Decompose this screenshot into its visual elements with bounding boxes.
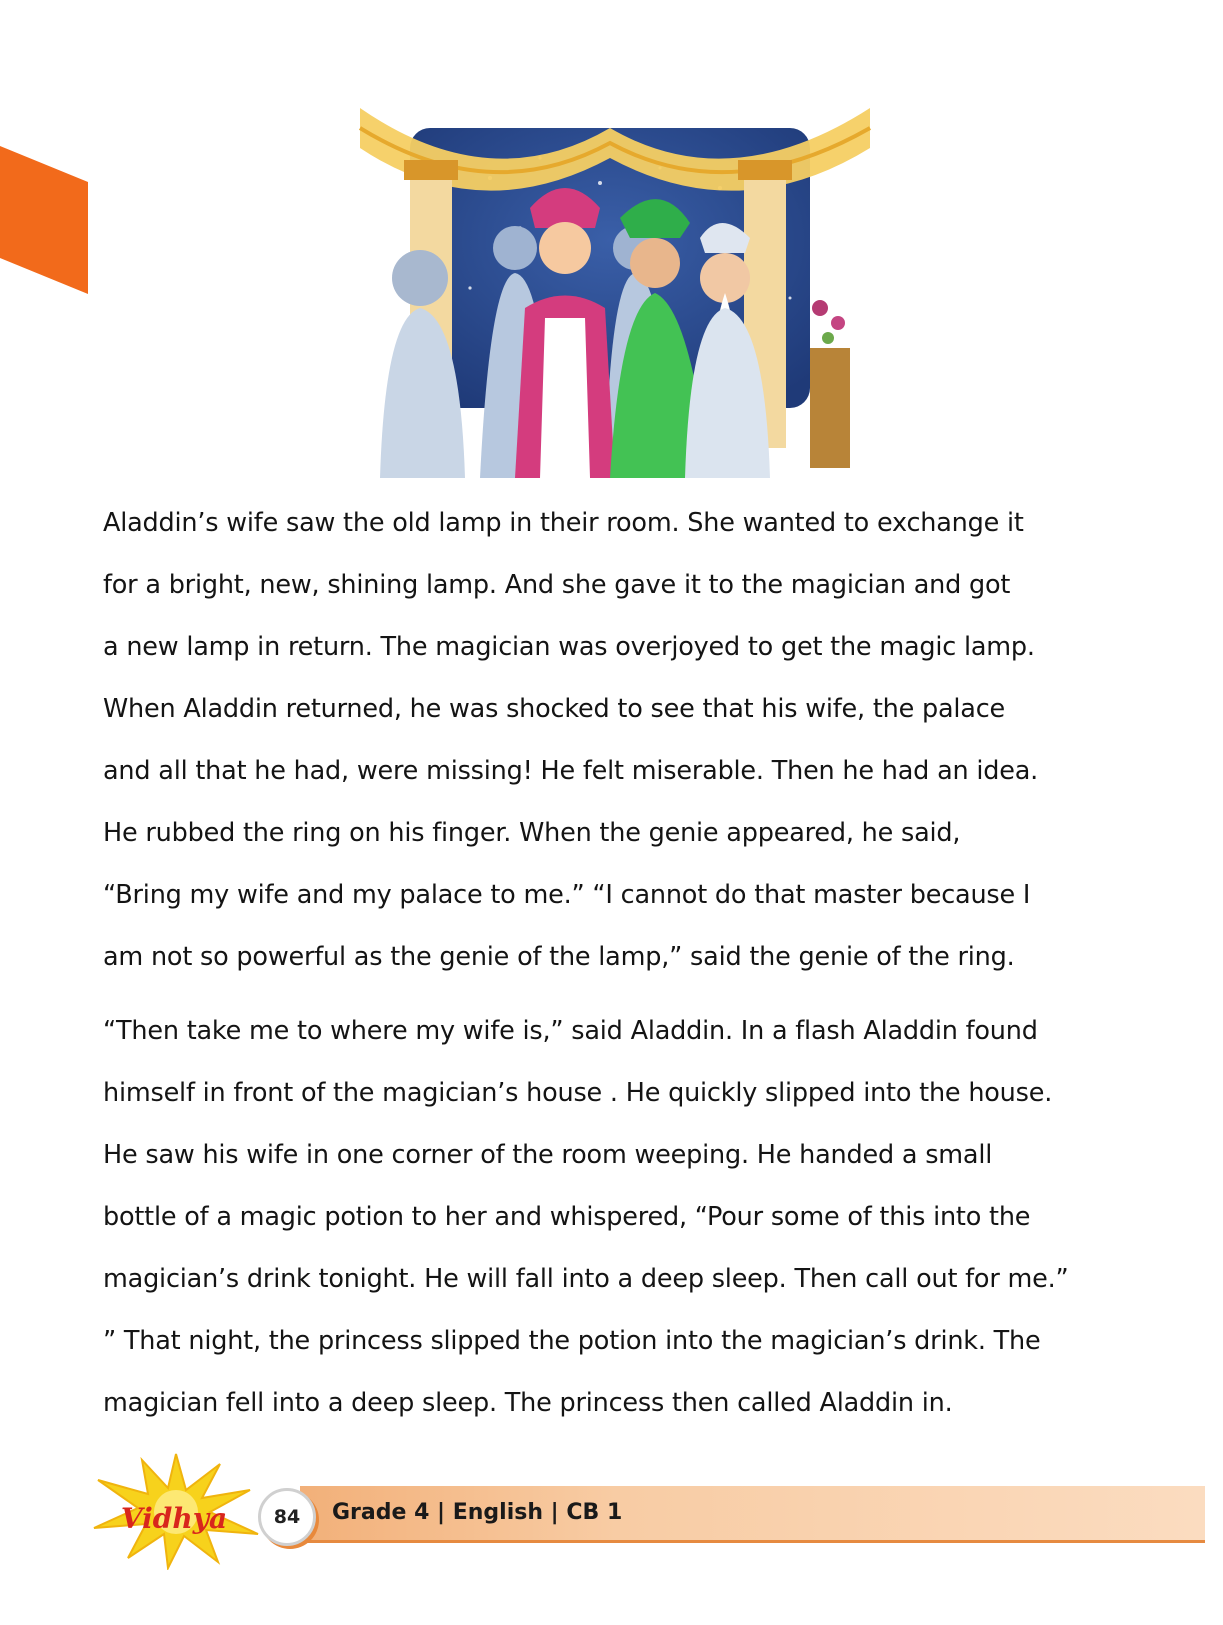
vidhya-logo-icon bbox=[88, 1450, 263, 1570]
story-line: “Then take me to where my wife is,” said Aladdin. In a flash Aladdin found bbox=[103, 1016, 1038, 1046]
page-footer bbox=[88, 1450, 1128, 1570]
story-line: He saw his wife in one corner of the room weeping. He handed a small bbox=[103, 1140, 993, 1170]
story-line: “Bring my wife and my palace to me.” “I cannot do that master because I bbox=[103, 880, 1031, 910]
story-line: for a bright, new, shining lamp. And she gave it to the magician and got bbox=[103, 570, 1011, 600]
story-line: magician fell into a deep sleep. The princess then called Aladdin in. bbox=[103, 1388, 953, 1418]
page-number: 84 bbox=[258, 1488, 316, 1546]
story-line: and all that he had, were missing! He felt miserable. Then he had an idea. bbox=[103, 756, 1039, 786]
story-line: magician’s drink tonight. He will fall into a deep sleep. Then call out for me.” bbox=[103, 1264, 1069, 1294]
story-line: When Aladdin returned, he was shocked to see that his wife, the palace bbox=[103, 694, 1006, 724]
svg-text:Vidhya: Vidhya bbox=[120, 1502, 228, 1535]
story-line: a new lamp in return. The magician was overjoyed to get the magic lamp. bbox=[103, 632, 1035, 662]
story-line: ” That night, the princess slipped the potion into the magician’s drink. The bbox=[103, 1326, 1041, 1356]
story-line: himself in front of the magician’s house . He quickly slipped into the house. bbox=[103, 1078, 1053, 1108]
story-line: am not so powerful as the genie of the lamp,” said the genie of the ring. bbox=[103, 942, 1015, 972]
story-paragraph-1 bbox=[103, 492, 1133, 988]
orange-tab-marker bbox=[0, 146, 88, 294]
story-paragraph-2 bbox=[103, 1000, 1133, 1434]
story-line: He rubbed the ring on his finger. When the genie appeared, he said, bbox=[103, 818, 961, 848]
story-line: bottle of a magic potion to her and whispered, “Pour some of this into the bbox=[103, 1202, 1031, 1232]
book-info-label: Grade 4 | English | CB 1 bbox=[332, 1500, 623, 1525]
story-line: Aladdin’s wife saw the old lamp in their room. She wanted to exchange it bbox=[103, 508, 1024, 538]
story-illustration bbox=[340, 88, 896, 480]
